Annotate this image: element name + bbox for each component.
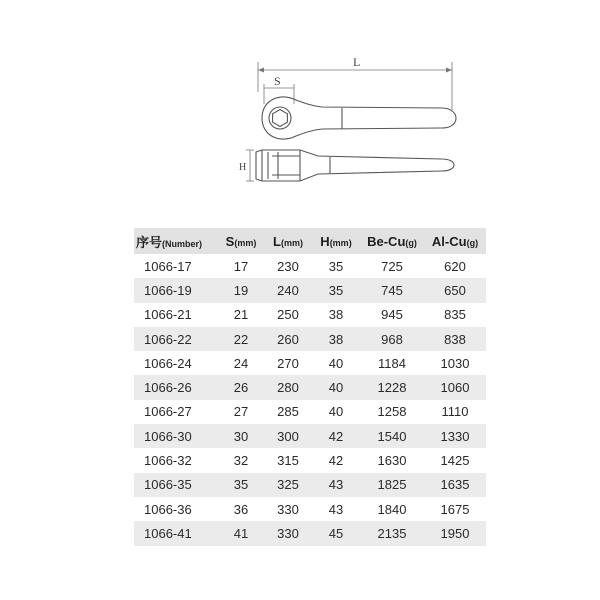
wrench-drawing bbox=[0, 0, 600, 210]
table-cell: 280 bbox=[277, 380, 299, 396]
header-al-cu: Al-Cu(g) bbox=[431, 233, 479, 249]
header-number: 序号(Number) bbox=[136, 234, 203, 250]
table-cell: 1825 bbox=[377, 477, 407, 493]
table-cell: 250 bbox=[277, 307, 299, 323]
table-cell: 620 bbox=[444, 258, 466, 274]
table-cell: 40 bbox=[328, 404, 344, 420]
table-row bbox=[134, 400, 486, 424]
length-label: L bbox=[353, 55, 361, 69]
table-row bbox=[134, 521, 486, 545]
table-cell: 270 bbox=[277, 355, 299, 371]
table-row bbox=[134, 473, 486, 497]
table-cell: 1066-26 bbox=[144, 380, 192, 396]
height-label: H bbox=[239, 162, 247, 173]
table-row bbox=[134, 351, 486, 375]
table-cell: 35 bbox=[328, 282, 344, 298]
table-cell: 745 bbox=[381, 282, 403, 298]
table-cell: 40 bbox=[328, 355, 344, 371]
table-cell: 41 bbox=[233, 525, 249, 541]
table-cell: 1066-36 bbox=[144, 501, 192, 517]
table-cell: 1066-22 bbox=[144, 331, 192, 347]
table-cell: 1950 bbox=[440, 525, 470, 541]
table-cell: 1066-35 bbox=[144, 477, 192, 493]
table-cell: 1060 bbox=[440, 380, 470, 396]
table-cell: 725 bbox=[381, 258, 403, 274]
table-cell: 38 bbox=[328, 307, 344, 323]
spec-table bbox=[134, 228, 486, 546]
table-cell: 1184 bbox=[378, 355, 406, 371]
table-row bbox=[134, 424, 486, 448]
table-cell: 22 bbox=[233, 331, 249, 347]
table-cell: 260 bbox=[277, 331, 299, 347]
header-be-cu: Be-Cu(g) bbox=[367, 233, 417, 249]
table-cell: 42 bbox=[328, 428, 344, 444]
table-cell: 1228 bbox=[377, 380, 407, 396]
table-cell: 1066-41 bbox=[144, 525, 192, 541]
table-row bbox=[134, 303, 486, 327]
table-cell: 1258 bbox=[377, 404, 407, 420]
table-cell: 1066-21 bbox=[144, 307, 192, 323]
table-cell: 42 bbox=[328, 453, 344, 469]
table-cell: 40 bbox=[328, 380, 344, 396]
table-cell: 26 bbox=[233, 380, 249, 396]
table-cell: 1330 bbox=[440, 428, 470, 444]
table-cell: 21 bbox=[233, 307, 249, 323]
table-cell: 27 bbox=[233, 404, 249, 420]
table-cell: 32 bbox=[233, 453, 249, 469]
table-cell: 1066-32 bbox=[144, 453, 192, 469]
table-cell: 1425 bbox=[440, 453, 470, 469]
table-cell: 1635 bbox=[440, 477, 470, 493]
table-cell: 285 bbox=[277, 404, 299, 420]
table-cell: 1110 bbox=[441, 404, 469, 420]
table-cell: 38 bbox=[328, 331, 344, 347]
table-row bbox=[134, 448, 486, 472]
table-cell: 19 bbox=[233, 282, 249, 298]
table-cell: 650 bbox=[444, 282, 466, 298]
table-cell: 1630 bbox=[377, 453, 407, 469]
table-cell: 24 bbox=[233, 355, 249, 371]
table-row bbox=[134, 278, 486, 302]
table-row bbox=[134, 497, 486, 521]
table-cell: 968 bbox=[381, 331, 403, 347]
table-row bbox=[134, 327, 486, 351]
table-cell: 1066-27 bbox=[144, 404, 192, 420]
table-cell: 43 bbox=[328, 501, 344, 517]
header-h: H(mm) bbox=[320, 233, 352, 249]
socket-label: S bbox=[274, 74, 281, 88]
table-cell: 300 bbox=[277, 428, 299, 444]
table-cell: 17 bbox=[233, 258, 249, 274]
table-cell: 1066-17 bbox=[144, 258, 192, 274]
table-cell: 330 bbox=[277, 501, 299, 517]
table-cell: 1540 bbox=[377, 428, 407, 444]
table-cell: 325 bbox=[277, 477, 299, 493]
table-cell: 2135 bbox=[377, 525, 407, 541]
table-cell: 30 bbox=[233, 428, 249, 444]
table-cell: 1066-24 bbox=[144, 355, 192, 371]
table-cell: 835 bbox=[444, 307, 466, 323]
table-cell: 1675 bbox=[440, 501, 470, 517]
table-cell: 1066-19 bbox=[144, 282, 192, 298]
table-cell: 36 bbox=[233, 501, 249, 517]
table-cell: 240 bbox=[277, 282, 299, 298]
table-row bbox=[134, 375, 486, 399]
table-cell: 230 bbox=[277, 258, 299, 274]
table-header-row bbox=[134, 228, 486, 254]
table-cell: 43 bbox=[328, 477, 344, 493]
table-cell: 45 bbox=[328, 525, 344, 541]
table-cell: 35 bbox=[233, 477, 249, 493]
header-s: S(mm) bbox=[225, 233, 257, 249]
header-l: L(mm) bbox=[273, 233, 303, 249]
table-cell: 35 bbox=[328, 258, 344, 274]
table-body bbox=[134, 254, 486, 546]
table-row bbox=[134, 254, 486, 278]
table-cell: 1030 bbox=[440, 355, 470, 371]
table-cell: 330 bbox=[277, 525, 299, 541]
table-cell: 1840 bbox=[377, 501, 407, 517]
table-cell: 315 bbox=[277, 453, 299, 469]
table-cell: 838 bbox=[444, 331, 466, 347]
table-cell: 945 bbox=[381, 307, 403, 323]
table-cell: 1066-30 bbox=[144, 428, 192, 444]
